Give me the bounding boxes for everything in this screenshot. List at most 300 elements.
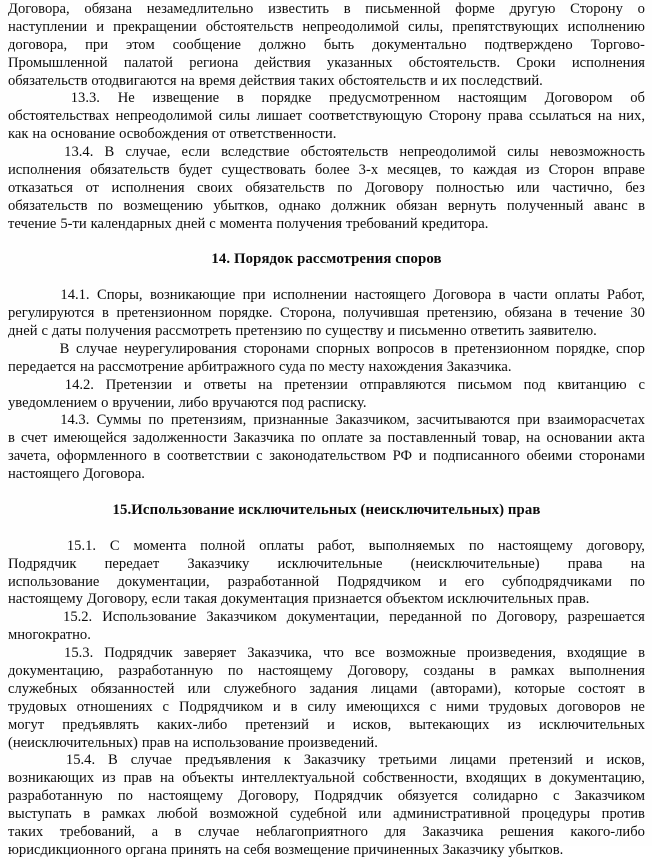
- word: претензий: [509, 752, 573, 769]
- word: действия: [254, 54, 311, 71]
- word: при: [85, 36, 109, 53]
- word: этом: [125, 36, 155, 53]
- word: форме: [455, 1, 495, 17]
- text-line: [8, 717, 645, 735]
- word: момента: [133, 537, 187, 554]
- word: состоят: [578, 680, 625, 697]
- word: в: [559, 305, 567, 322]
- text-line: [8, 323, 645, 341]
- word: задания: [309, 680, 358, 697]
- word: многократно.: [8, 627, 91, 644]
- word: документации,: [286, 609, 380, 626]
- word: исключительных: [447, 591, 554, 608]
- word: в: [290, 698, 298, 715]
- word: Сторона,: [280, 305, 336, 322]
- word: собственности,: [362, 770, 458, 787]
- paragraph-indent: [8, 538, 53, 556]
- word: возмещению: [123, 197, 203, 214]
- word: дней: [8, 323, 38, 340]
- text-line: [8, 430, 645, 448]
- word: и: [96, 18, 105, 35]
- word: документально: [372, 36, 467, 53]
- word: не: [630, 698, 645, 715]
- word: в: [440, 340, 448, 357]
- word: третьими: [378, 752, 437, 769]
- text-line: [8, 198, 645, 216]
- word: невозможность: [549, 144, 645, 161]
- word: передается: [8, 358, 76, 375]
- text-line: [8, 681, 645, 699]
- word: по: [468, 537, 484, 554]
- word: по: [117, 788, 133, 805]
- paragraph-indent: [8, 90, 53, 108]
- word: с: [552, 788, 560, 805]
- word: уведомлением: [8, 394, 98, 411]
- word: 30: [630, 305, 645, 322]
- word: в: [534, 770, 542, 787]
- word: прекращении: [113, 18, 197, 35]
- word: частично,: [552, 179, 613, 196]
- word: Заказчиком: [574, 788, 645, 805]
- text-line: [8, 341, 645, 359]
- word: себя: [243, 841, 271, 858]
- word: заверяет: [183, 645, 237, 662]
- word: ответы: [203, 376, 247, 393]
- word: прав.: [557, 591, 590, 608]
- word: Суммы: [96, 412, 142, 429]
- word: судебной: [289, 806, 347, 823]
- word: задолженности: [132, 430, 228, 447]
- word: использование: [192, 734, 284, 751]
- word: возмещение: [274, 841, 350, 858]
- word: по: [97, 197, 113, 214]
- word: настоящим: [457, 90, 527, 107]
- word: Заказчиком: [206, 609, 277, 626]
- word: палатой: [123, 54, 173, 71]
- word: права: [487, 108, 523, 125]
- word: отодвигаются: [91, 72, 177, 89]
- word: об: [630, 90, 645, 107]
- word: и: [183, 376, 192, 393]
- word: ними: [446, 698, 479, 715]
- word: с: [429, 698, 437, 715]
- word: для: [384, 823, 406, 840]
- document-paragraph: [8, 341, 645, 377]
- word: (неисключительные): [410, 555, 540, 572]
- text-line: [8, 216, 645, 234]
- word: и: [387, 323, 396, 340]
- word: подтверждено: [484, 36, 573, 53]
- paragraph-indent: [8, 377, 53, 395]
- word: исков,: [606, 752, 645, 769]
- word: возможные: [385, 645, 456, 662]
- word: документацию,: [549, 770, 645, 787]
- word: от: [211, 126, 226, 143]
- word: обязуется: [397, 788, 458, 805]
- heading-spacer-after: [8, 269, 645, 287]
- text-line: [8, 19, 645, 37]
- word: в: [101, 305, 109, 322]
- word: при: [242, 287, 266, 304]
- word: и: [326, 716, 335, 733]
- word: каждая: [472, 162, 517, 179]
- word: Подрядчик: [8, 555, 77, 572]
- word: основании: [546, 430, 613, 447]
- word: 5-ти: [60, 215, 87, 232]
- word: Претензии: [105, 376, 173, 393]
- text-line: [8, 287, 645, 305]
- word: обязанностей: [90, 680, 175, 697]
- word: лицами: [371, 680, 418, 697]
- word: таких: [8, 823, 44, 840]
- word: документация: [221, 591, 309, 608]
- word: и: [418, 448, 427, 465]
- word: ответственности.: [229, 126, 337, 143]
- text-line: [8, 574, 645, 592]
- word: оплаты: [554, 287, 600, 304]
- word: непреодолимой: [302, 18, 400, 35]
- word: в: [8, 430, 15, 447]
- word: Договору,: [86, 591, 148, 608]
- document-paragraph: [8, 752, 645, 859]
- word: к: [283, 752, 291, 769]
- word: работ,: [317, 537, 355, 554]
- word: Заказчика,: [247, 645, 312, 662]
- word: из: [102, 770, 116, 787]
- word: лишает: [256, 108, 303, 125]
- word: разработанную: [8, 788, 103, 805]
- word: причиненных: [353, 841, 439, 858]
- word: календарных: [90, 215, 172, 232]
- word: полученный: [506, 197, 584, 214]
- word: арбитражного: [187, 358, 276, 375]
- text-line: [8, 538, 645, 556]
- word: против: [601, 806, 645, 823]
- document-paragraph: [8, 609, 645, 645]
- word: о: [637, 1, 645, 17]
- word: обязана: [504, 305, 553, 322]
- word: взаиморасчетах: [547, 412, 645, 429]
- word: вручении,: [112, 394, 175, 411]
- word: Сторону: [570, 1, 623, 17]
- word: объектом: [385, 591, 444, 608]
- word: по: [227, 662, 243, 679]
- text-line: [8, 663, 645, 681]
- text-line: [8, 144, 645, 162]
- word: Заказчику: [303, 752, 366, 769]
- word: его: [464, 573, 485, 590]
- word: на: [597, 108, 613, 125]
- word: такая: [184, 591, 218, 608]
- word: наступлении: [8, 18, 88, 35]
- word: возникающих: [8, 770, 95, 787]
- word: разработанную: [118, 662, 214, 679]
- word: что: [323, 645, 344, 662]
- word: по: [300, 430, 316, 447]
- word: 15.1.: [66, 537, 97, 554]
- word: в: [638, 197, 645, 214]
- word: в: [489, 662, 496, 679]
- word: рассмотреть: [155, 323, 232, 340]
- word: прав: [141, 734, 171, 751]
- text-line: [8, 395, 645, 413]
- word: какого-либо: [570, 823, 645, 840]
- word: (неисключительных): [8, 734, 138, 751]
- text-line: [8, 180, 645, 198]
- word: на: [32, 126, 47, 143]
- word: полностью: [436, 179, 505, 196]
- word: исков,: [352, 716, 392, 733]
- word: и: [272, 698, 281, 715]
- section-heading: 14. Порядок рассмотрения споров: [211, 251, 442, 268]
- word: настоящему: [497, 537, 573, 554]
- word: за: [369, 430, 382, 447]
- word: будет: [178, 162, 213, 179]
- section-heading: 15.Использование исключительных (неисключительных) прав: [112, 501, 541, 518]
- word: обеими: [526, 448, 573, 465]
- word: течение: [8, 215, 57, 232]
- word: порядке,: [555, 340, 610, 357]
- word: солидарно: [472, 788, 538, 805]
- word: выполнения: [569, 662, 645, 679]
- word: отправляются: [359, 376, 446, 393]
- word: получения: [85, 323, 152, 340]
- word: 13.4.: [64, 144, 94, 161]
- word: 15.3.: [64, 645, 94, 662]
- word: Договору: [364, 179, 424, 196]
- word: или: [516, 179, 540, 196]
- word: субподрядчиками: [502, 573, 612, 590]
- paragraph-indent: [8, 287, 53, 305]
- word: случае: [130, 752, 173, 769]
- text-line: [8, 699, 645, 717]
- word: отказаться: [8, 179, 73, 196]
- word: рамках: [101, 806, 146, 823]
- document-paragraph: [8, 90, 645, 144]
- word: служебных: [8, 680, 78, 697]
- word: и: [430, 72, 438, 89]
- word: документации,: [117, 573, 210, 590]
- word: ответить: [470, 323, 525, 340]
- word: и: [585, 752, 594, 769]
- word: известить: [268, 1, 329, 17]
- word: решения: [500, 823, 554, 840]
- word: настоящего: [354, 287, 426, 304]
- word: Сроки: [516, 54, 556, 71]
- word: Договора.: [83, 466, 145, 483]
- word: претензию,: [426, 305, 498, 322]
- word: обстоятельств: [300, 144, 389, 161]
- word: месту: [328, 358, 365, 375]
- word: 15.4.: [65, 752, 96, 769]
- heading-spacer-before: [8, 234, 645, 252]
- word: требований: [345, 215, 418, 232]
- word: настоящего: [8, 466, 80, 483]
- word: акта: [618, 430, 645, 447]
- word: регулируются: [8, 305, 95, 322]
- word: из: [507, 716, 522, 733]
- document-paragraph: [8, 377, 645, 413]
- word: в: [638, 680, 645, 697]
- text-line: [8, 806, 645, 824]
- word: случае: [198, 823, 240, 840]
- word: В: [104, 144, 115, 161]
- word: порядке.: [219, 305, 273, 322]
- text-line: [8, 645, 645, 663]
- text-line: [8, 162, 645, 180]
- document-paragraph: [8, 1, 645, 90]
- word: требований,: [59, 823, 136, 840]
- word: в: [236, 90, 244, 107]
- text-line: [8, 448, 645, 466]
- paragraph-indent: [8, 341, 53, 359]
- word: обстоятельств.: [408, 54, 501, 71]
- word: законодательством: [269, 448, 386, 465]
- word: в: [638, 645, 645, 662]
- text-line: [8, 788, 645, 806]
- word: их: [441, 72, 457, 89]
- word: ссылаться: [529, 108, 592, 125]
- word: 14.2.: [64, 376, 94, 393]
- paragraph-indent: [8, 412, 53, 430]
- word: сторонами: [579, 448, 645, 465]
- word: созданы: [423, 662, 475, 679]
- word: счет: [21, 430, 48, 447]
- word: на: [180, 72, 195, 89]
- word: товар,: [482, 430, 520, 447]
- word: рамках: [510, 662, 555, 679]
- word: 13.3.: [70, 90, 100, 107]
- word: принять: [170, 841, 222, 858]
- word: неблагоприятного: [255, 823, 368, 840]
- word: убытков.: [508, 841, 564, 858]
- paragraph-indent: [8, 609, 53, 627]
- word: сторонами: [243, 340, 310, 357]
- word: части: [512, 287, 548, 304]
- word: возникающие: [149, 287, 236, 304]
- word: возможной: [209, 806, 279, 823]
- word: течение: [574, 305, 623, 322]
- word: на: [79, 358, 95, 375]
- word: при: [517, 412, 541, 429]
- word: аванс: [593, 197, 628, 214]
- document-paragraph: [8, 287, 645, 341]
- word: вправе: [603, 162, 645, 179]
- word: незамедлительно: [146, 1, 254, 17]
- word: В: [108, 752, 118, 769]
- word: предъявлять: [62, 716, 140, 733]
- word: передает: [104, 555, 160, 572]
- word: однако: [278, 197, 321, 214]
- word: препятствующих: [452, 18, 559, 35]
- word: 14.1.: [60, 287, 90, 304]
- word: претензионном: [116, 305, 212, 322]
- word: каких-либо: [157, 716, 228, 733]
- word: убытков,: [213, 197, 269, 214]
- word: Использование: [102, 609, 197, 626]
- word: Заказчику: [442, 841, 505, 858]
- text-line: [8, 824, 645, 842]
- word: произведений.: [287, 734, 378, 751]
- word: Заказчиком,: [335, 412, 410, 429]
- word: по: [148, 412, 164, 429]
- word: исполнения: [111, 179, 185, 196]
- paragraph-indent: [8, 144, 53, 162]
- word: существовать: [221, 162, 306, 179]
- word: претензий: [245, 716, 309, 733]
- document-paragraph: [8, 538, 645, 610]
- word: неурегулирования: [124, 340, 237, 357]
- word: подписанного: [433, 448, 520, 465]
- word: быть: [323, 36, 355, 53]
- word: о: [101, 394, 109, 411]
- document-text-body: [8, 1, 645, 860]
- word: отношениях: [76, 698, 153, 715]
- word: время: [198, 72, 236, 89]
- word: получившая: [343, 305, 420, 322]
- word: последствий.: [460, 72, 543, 89]
- word: выступать: [8, 806, 72, 823]
- word: случае,: [125, 144, 171, 161]
- word: если: [151, 591, 181, 608]
- word: письмом: [457, 376, 512, 393]
- word: письменной: [365, 1, 441, 17]
- word: настоящему: [8, 591, 83, 608]
- text-line: [8, 377, 645, 395]
- word: из: [526, 162, 540, 179]
- paragraph-indent: [8, 645, 53, 663]
- word: с: [638, 376, 645, 393]
- word: все: [354, 645, 375, 662]
- word: суда: [279, 358, 306, 375]
- word: силы: [218, 108, 251, 125]
- text-line: [8, 37, 645, 55]
- word: признается: [312, 591, 382, 608]
- word: основание: [50, 126, 116, 143]
- word: по: [471, 609, 487, 626]
- word: Промышленной: [8, 54, 108, 71]
- word: Сторон: [548, 162, 595, 179]
- word: а: [151, 823, 159, 840]
- word: В: [59, 340, 70, 357]
- text-line: [8, 752, 645, 770]
- word: 3-х: [358, 162, 379, 179]
- word: существу: [325, 323, 384, 340]
- word: получения: [276, 215, 343, 232]
- word: на: [630, 555, 645, 572]
- word: силу: [307, 698, 337, 715]
- word: вернуть: [447, 197, 497, 214]
- word: соответствующую: [308, 108, 423, 125]
- word: засчитываются: [416, 412, 511, 429]
- word: более: [314, 162, 350, 179]
- word: то: [450, 162, 464, 179]
- word: входящих: [465, 770, 527, 787]
- word: права: [567, 555, 603, 572]
- word: исключительных: [539, 716, 645, 733]
- word: Споры,: [96, 287, 143, 304]
- word: обстоятельств: [338, 72, 427, 89]
- word: претензионном: [454, 340, 550, 357]
- word: объекты: [182, 770, 234, 787]
- text-line: [8, 1, 645, 19]
- word: порядке: [261, 90, 312, 107]
- word: входящие: [566, 645, 628, 662]
- word: региона: [189, 54, 239, 71]
- word: на: [160, 770, 175, 787]
- word: обязательств: [245, 179, 325, 196]
- word: Подрядчик: [314, 788, 383, 805]
